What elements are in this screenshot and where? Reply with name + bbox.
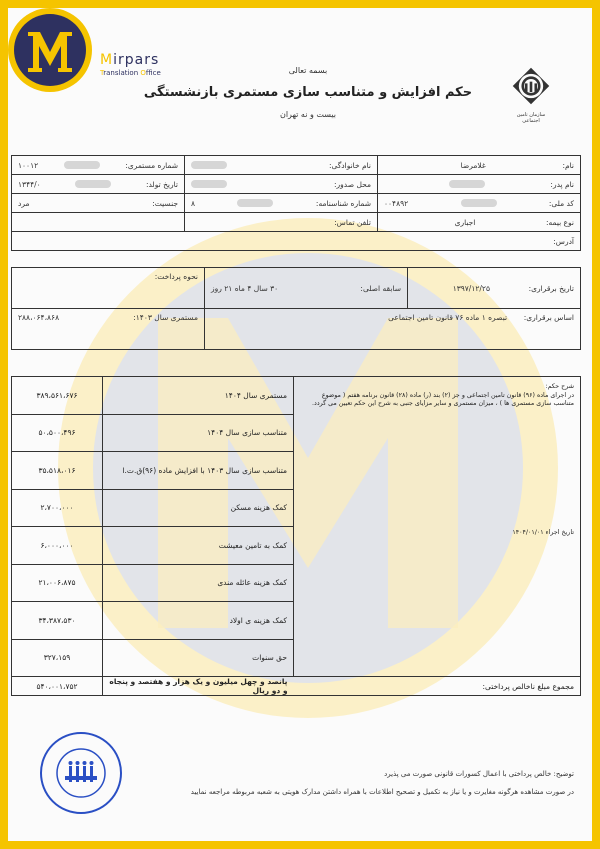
service-label: سابقه اصلی: xyxy=(360,283,401,293)
document-header xyxy=(128,66,488,119)
item-label: کمک هزینه مسکن xyxy=(103,489,294,527)
bismillah: بسمه تعالی xyxy=(288,66,328,75)
item-label: حق سنوات xyxy=(103,639,294,677)
pension-no-label: شماره مستمری: xyxy=(125,160,178,170)
brand-name: irpars xyxy=(113,52,160,68)
item-amount: ۳۵،۵۱۸،۰۱۶ xyxy=(12,452,103,490)
item-label: کمک هزینه عائله مندی xyxy=(103,564,294,602)
association-stamp-icon xyxy=(38,730,124,816)
note-line-2: در صورت مشاهده هرگونه مغایرت و یا نیاز به تکمیل و تصحیح اطلاعات با همراه داشتن مدارک هویتی به شعبه مربوطه مراجعه نمایید xyxy=(190,788,574,796)
redacted-issue-place xyxy=(191,180,227,188)
gender-value: مرد xyxy=(18,198,30,208)
payment-method-label: نحوه پرداخت: xyxy=(154,272,198,281)
first-name-value: غلامرضا xyxy=(460,160,486,170)
redacted-national-id xyxy=(461,199,497,207)
item-amount: ۵۰،۵۰۰،۴۹۶ xyxy=(12,414,103,452)
item-label: کمک به تامین معیشت xyxy=(103,527,294,565)
service-value: ۳۰ سال ۴ ماه ۲۱ روز xyxy=(211,283,279,293)
redacted-id-no xyxy=(237,199,273,207)
national-id-label: کد ملی: xyxy=(548,198,574,208)
org-logo-caption: سازمان تامین اجتماعی xyxy=(516,112,546,124)
redacted-pension xyxy=(64,161,100,169)
establishment-date-label: تاریخ برقراری: xyxy=(528,283,574,293)
item-amount: ۳۴،۳۸۷،۵۳۰ xyxy=(12,602,103,640)
first-name-label: نام: xyxy=(562,160,574,170)
redacted-birth xyxy=(75,180,111,188)
item-amount: ۳۸۹،۵۶۱،۶۷۶ xyxy=(12,377,103,415)
id-no-value: ۸ xyxy=(191,198,196,208)
issue-place-label: محل صدور: xyxy=(334,179,371,189)
pension-no-value: ۱۰۰۱۲ xyxy=(18,160,39,170)
item-amount: ۶،۰۰۰،۰۰۰ xyxy=(12,527,103,565)
brand-sub-t: T xyxy=(100,69,104,77)
item-amount: ۳۲۷،۱۵۹ xyxy=(12,639,103,677)
total-amount: ۵۴۰،۰۰۱،۷۵۲ xyxy=(12,677,103,696)
address-label: آدرس: xyxy=(553,236,574,246)
redacted-father xyxy=(449,180,485,188)
gender-label: جنسیت: xyxy=(152,198,178,208)
insurance-type-value: اجباری xyxy=(454,217,476,227)
pension-items-table xyxy=(11,376,581,696)
notes xyxy=(191,770,574,806)
brand-sub-rest: ffice xyxy=(145,69,161,77)
brand-sub-mid: ranslation xyxy=(103,69,141,77)
national-id-value: ۰۰۴۸۹۲ xyxy=(384,198,409,208)
ruling-text: در اجرای ماده (۹۶) قانون تامین اجتماعی و جز (۲) بند (ر) ماده (۲۸) قانون برنامه هفتم ( موضوع متناسب سازی مستمری ها ) ، میزان مستمری و سایر مزایای جنبی به شرح این حکم تعیین می گردد. xyxy=(312,391,574,407)
social-security-logo-icon xyxy=(508,66,554,124)
total-row xyxy=(12,677,581,696)
ruling-cell xyxy=(294,377,581,677)
execution-date: تاریخ اجراء ۱۴۰۴/۰۱/۰۱ xyxy=(512,528,574,536)
ruling-title: شرح حکم: xyxy=(545,383,574,390)
item-amount: ۲۱،۰۰۶،۸۷۵ xyxy=(12,564,103,602)
document-page xyxy=(8,8,592,841)
basis-value: تبصره ۱ ماده ۷۶ قانون تامین اجتماعی xyxy=(388,313,508,322)
prev-pension-value: ۲۸۸،۰۶۴،۸۶۸ xyxy=(18,313,60,322)
establishment-date-value: ۱۳۹۷/۱۲/۲۵ xyxy=(452,283,490,293)
branch-name: بیست و نه تهران xyxy=(279,110,337,119)
insurance-type-label: نوع بیمه: xyxy=(545,217,574,227)
father-name-label: نام پدر: xyxy=(550,179,574,189)
total-label: مجموع مبلغ ناخالص پرداختی: xyxy=(482,681,574,691)
item-label: متناسب سازی سال ۱۴۰۳ با افزایش ماده (۹۶)ق.ت.ا xyxy=(103,452,294,490)
establishment-table xyxy=(11,267,581,350)
table-row xyxy=(12,377,581,415)
item-label: مستمری سال ۱۴۰۴ xyxy=(103,377,294,415)
basis-label: اساس برقراری: xyxy=(523,313,574,322)
redacted-last-name xyxy=(191,161,227,169)
page-title: حکم افزایش و متناسب سازی مستمری بازنشستگی xyxy=(143,85,473,100)
personal-info-table xyxy=(11,155,581,251)
last-name-label: نام خانوادگی: xyxy=(328,160,371,170)
brand-sub-o: O xyxy=(140,69,146,77)
note-line-1: توضیح: خالص پرداختی با اعمال کسورات قانونی صورت می پذیرد xyxy=(384,770,574,778)
item-amount: ۲،۷۰۰،۰۰۰ xyxy=(12,489,103,527)
total-words: پانصد و چهل میلیون و یک هزار و هفتصد و پنجاه و دو ریال xyxy=(103,677,294,696)
mirpars-logo-icon xyxy=(8,8,94,94)
brand-initial: M xyxy=(100,52,114,68)
id-no-label: شماره شناسنامه: xyxy=(315,198,371,208)
phone-label: تلفن تماس: xyxy=(334,217,371,227)
prev-pension-label: مستمری سال ۱۴۰۳: xyxy=(133,313,198,322)
birth-date-value: ۱۳۴۴/۰ xyxy=(18,179,41,189)
item-label: متناسب سازی سال ۱۴۰۴ xyxy=(103,414,294,452)
item-label: کمک هزینه ی اولاد xyxy=(103,602,294,640)
birth-date-label: تاریخ تولد: xyxy=(145,179,178,189)
